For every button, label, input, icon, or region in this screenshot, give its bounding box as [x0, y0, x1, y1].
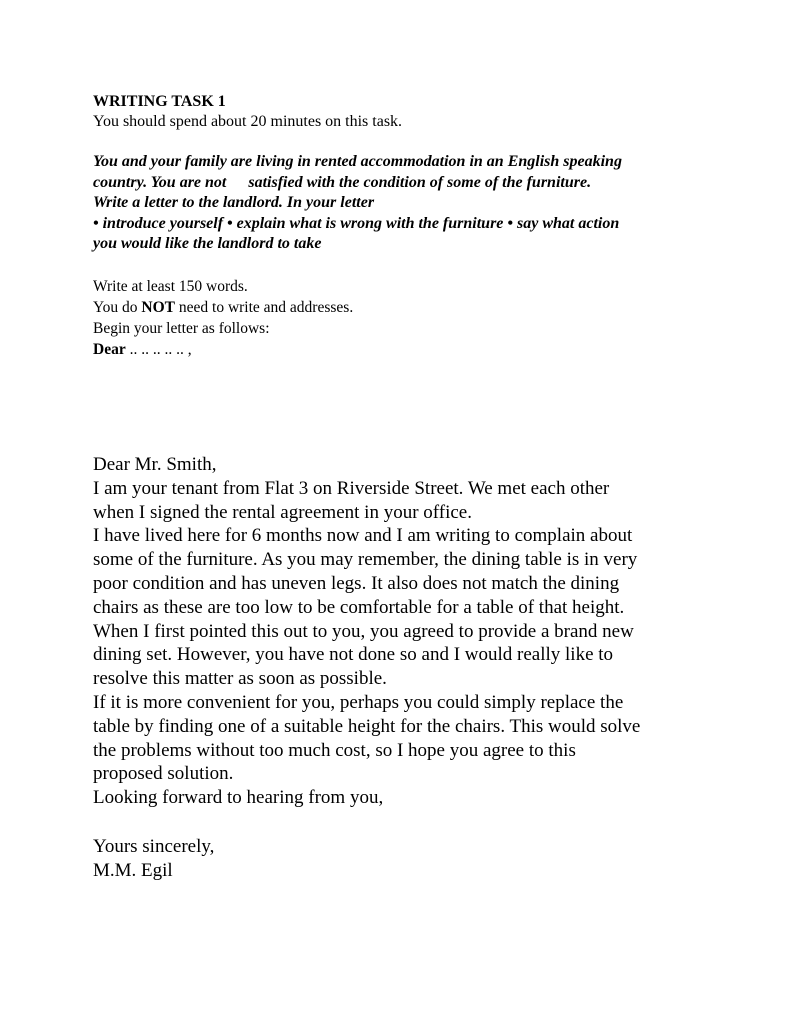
- letter-line: If it is more convenient for you, perhaps you could simply replace the: [93, 691, 624, 713]
- address-pre: You do: [93, 298, 142, 316]
- prompt-line-1: You and your family are living in rented accommodation in an English speaking: [93, 153, 622, 170]
- letter-line: poor condition and has uneven legs. It also does not match the dining: [93, 572, 620, 594]
- min-words-line: Write at least 150 words.: [93, 277, 248, 295]
- letter-line: table by finding one of a suitable height for the chairs. This would solve: [93, 715, 641, 737]
- prompt-line-2a: country. You are not: [93, 173, 227, 191]
- letter-closing: Yours sincerely,: [93, 835, 215, 857]
- prompt-line-3: Write a letter to the landlord. In your letter: [93, 194, 375, 211]
- instructions: [93, 276, 753, 360]
- letter-line: I am your tenant from Flat 3 on Riverside Street. We met each other: [93, 477, 610, 499]
- task-section: [93, 92, 753, 360]
- task-title: WRITING TASK 1: [93, 93, 226, 110]
- prompt-line-2: [93, 173, 753, 194]
- letter-line: Looking forward to hearing from you,: [93, 787, 384, 809]
- letter-signature: M.M. Egil: [93, 859, 173, 881]
- letter-line: resolve this matter as soon as possible.: [93, 668, 387, 690]
- address-not: NOT: [141, 298, 175, 316]
- prompt-line-5: you would like the landlord to take: [93, 235, 322, 252]
- address-line: [93, 297, 753, 318]
- letter-salutation: Dear Mr. Smith,: [93, 454, 217, 475]
- letter-body: [93, 453, 773, 883]
- letter-line: I have lived here for 6 months now and I am writing to complain about: [93, 525, 633, 547]
- letter-line: chairs as these are too low to be comfortable for a table of that height.: [93, 596, 625, 618]
- letter-line: the problems without too much cost, so I hope you agree to this: [93, 739, 576, 761]
- task-prompt: [93, 152, 753, 255]
- dear-bold: Dear: [93, 340, 126, 358]
- letter-line: some of the furniture. As you may remember, the dining table is in very: [93, 549, 638, 571]
- prompt-line-2b: satisfied with the condition of some of the furniture.: [248, 173, 592, 191]
- dear-placeholder-line: [93, 339, 753, 360]
- address-post: need to write and addresses.: [175, 298, 354, 316]
- letter-line: proposed solution.: [93, 763, 234, 785]
- letter-line: dining set. However, you have not done so and I would really like to: [93, 644, 614, 666]
- letter-line: When I first pointed this out to you, you agreed to provide a brand new: [93, 620, 634, 642]
- letter-line: when I signed the rental agreement in your office.: [93, 501, 472, 523]
- begin-line: Begin your letter as follows:: [93, 319, 270, 337]
- prompt-line-4: • introduce yourself • explain what is wrong with the furniture • say what action: [93, 214, 620, 232]
- time-note: You should spend about 20 minutes on this task.: [93, 113, 403, 130]
- dear-rest: .. .. .. .. .. ,: [125, 340, 192, 358]
